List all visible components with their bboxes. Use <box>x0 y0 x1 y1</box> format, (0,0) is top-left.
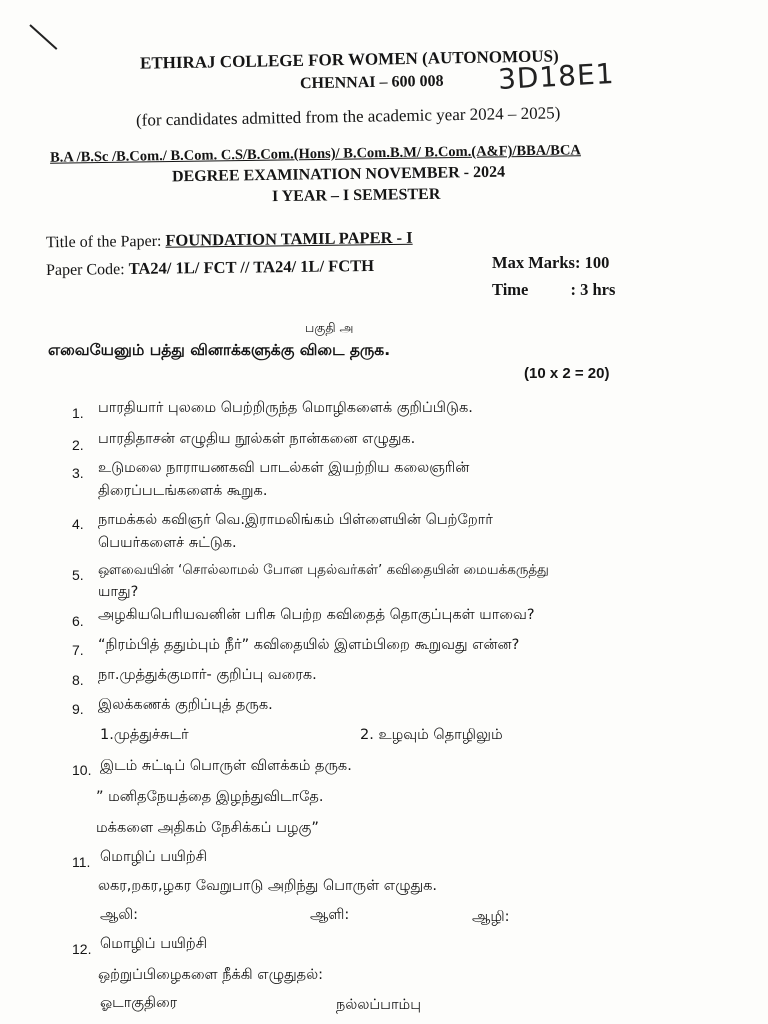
question-text: பாரதிதாசன் எழுதிய நூல்கள் நான்கனை எழுதுக. <box>98 431 416 447</box>
time-value: : 3 hrs <box>570 280 616 299</box>
section-marks: (10 x 2 = 20) <box>524 365 610 382</box>
question-number: 1. <box>72 405 84 421</box>
question-text: மொழிப் பயிற்சி <box>100 936 208 952</box>
year-semester: I YEAR – I SEMESTER <box>271 185 441 206</box>
question-text: ஒற்றுப்பிழைகளை நீக்கி எழுதுதல்: <box>98 967 324 983</box>
question-number: 8. <box>72 672 84 688</box>
question-text: இலக்கணக் குறிப்புத் தருக. <box>98 697 273 713</box>
college-city: CHENNAI – 600 008 <box>299 72 444 93</box>
question-text: லகர,றகர,ழகர வேறுபாடு அறிந்து பொருள் எழுதுக. <box>98 878 438 894</box>
question-item: ஆழி: <box>472 909 510 925</box>
pen-stroke-mark <box>29 24 57 50</box>
question-number: 6. <box>72 613 84 629</box>
question-item: 2. உழவும் தொழிலும் <box>360 727 503 743</box>
question-text: யாது? <box>98 584 139 600</box>
question-text: மொழிப் பயிற்சி <box>100 849 208 865</box>
section-instruction: எவையேனும் பத்து வினாக்களுக்கு விடை தருக. <box>48 341 391 359</box>
question-text: ஔவையின் ‘சொல்லாமல் போன புதல்வர்கள்’ கவிதையின் மையக்கருத்து <box>98 562 549 578</box>
section-part: பகுதி அ <box>305 320 354 335</box>
question-text: அழகியபெரியவனின் பரிசு பெற்ற கவிதைத் தொகுப்புகள் யாவை? <box>98 607 535 623</box>
paper-title-value: FOUNDATION TAMIL PAPER - I <box>165 227 413 250</box>
time-label: Time <box>492 280 529 299</box>
question-item: 1.முத்துச்சுடர் <box>100 727 189 743</box>
question-text: திரைப்படங்களைக் கூறுக. <box>98 483 268 499</box>
question-item: ஓடாகுதிரை <box>100 995 178 1011</box>
time-row <box>492 280 615 300</box>
question-text: “நிரம்பித் ததும்பும் நீர்” கவிதையில் இளம்பிறை கூறுவது என்ன? <box>98 637 520 653</box>
question-item: ஆளி: <box>310 907 350 923</box>
question-item: ஆலி: <box>100 907 138 923</box>
question-text: நா.முத்துக்குமார்- குறிப்பு வரைக. <box>98 667 317 683</box>
question-text: உடுமலை நாராயணகவி பாடல்கள் இயற்றிய கலைஞரின் <box>98 460 470 476</box>
question-text: பாரதியார் புலமை பெற்றிருந்த மொழிகளைக் குறிப்பிடுக. <box>98 400 473 416</box>
question-text: ” மனிதநேயத்தை இழந்துவிடாதே. <box>96 789 324 805</box>
degree-list: B.A /B.Sc /B.Com./ B.Com. C.S/B.Com.(Hons)/ B.Com.B.M/ B.Com.(A&F)/BBA/BCA <box>49 142 581 166</box>
question-number: 10. <box>72 762 92 778</box>
question-number: 3. <box>72 465 84 481</box>
handwritten-code: 3D18E1 <box>497 56 616 97</box>
question-item: நல்லப்பாம்பு <box>336 997 421 1013</box>
question-text: நாமக்கல் கவிஞர் வெ.இராமலிங்கம் பிள்ளையின் பெற்றோர் <box>98 512 493 528</box>
paper-code-row <box>46 256 374 280</box>
question-text: மக்களை அதிகம் நேசிக்கப் பழகு” <box>96 820 319 836</box>
college-name: ETHIRAJ COLLEGE FOR WOMEN (AUTONOMOUS) <box>139 46 559 73</box>
question-number: 11. <box>72 854 91 870</box>
max-marks: Max Marks: 100 <box>492 253 610 272</box>
question-number: 7. <box>72 642 84 658</box>
question-number: 2. <box>72 437 84 453</box>
question-number: 9. <box>72 701 84 717</box>
paper-code-label: Paper Code: <box>45 261 125 280</box>
question-number: 5. <box>72 567 84 583</box>
question-text: இடம் சுட்டிப் பொருள் விளக்கம் தருக. <box>100 758 352 774</box>
candidates-note: (for candidates admitted from the academic year 2024 – 2025) <box>135 103 561 130</box>
paper-title-label: Title of the Paper: <box>45 232 162 252</box>
paper-title-row <box>46 228 413 252</box>
question-number: 4. <box>72 516 84 532</box>
paper-code-value: TA24/ 1L/ FCT // TA24/ 1L/ FCTH <box>128 255 375 278</box>
question-number: 12. <box>72 941 92 957</box>
exam-title: DEGREE EXAMINATION NOVEMBER - 2024 <box>171 163 506 186</box>
question-text: பெயர்களைச் சுட்டுக. <box>98 535 237 551</box>
